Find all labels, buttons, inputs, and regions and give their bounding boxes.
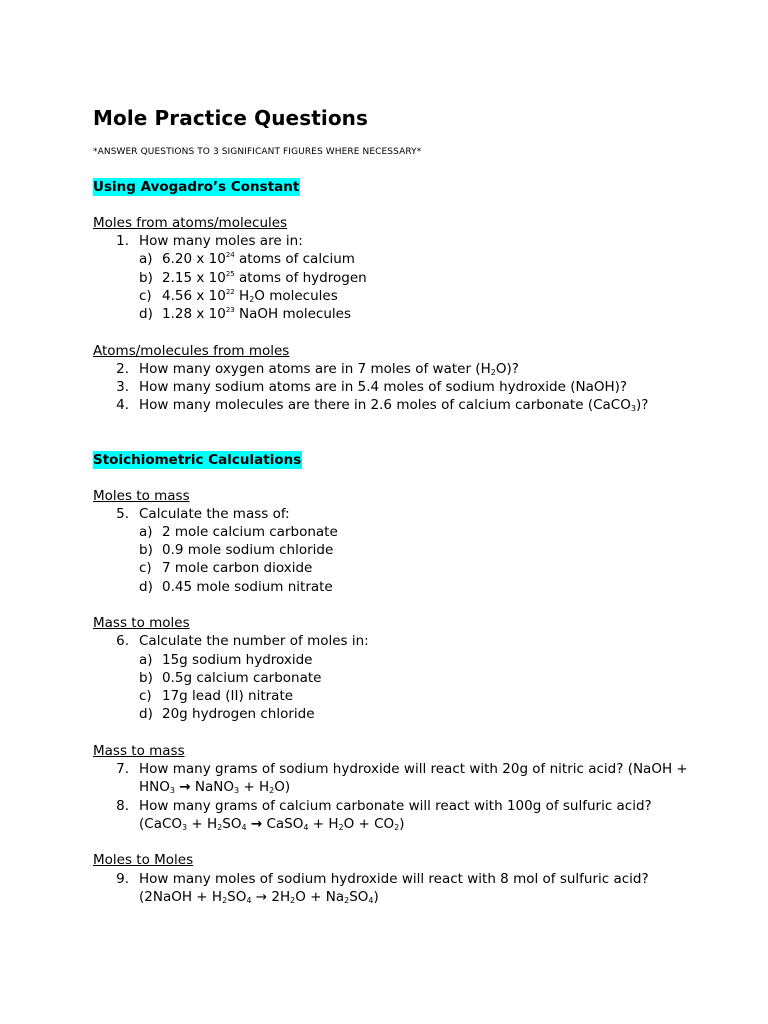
question-number: 3. <box>116 379 129 396</box>
sub-letter: a) <box>139 523 153 540</box>
sub-letter: b) <box>139 669 153 686</box>
question-6c: c) 17g lead (II) nitrate <box>139 688 294 705</box>
question-5d: d) 0.45 mole sodium nitrate <box>139 578 333 595</box>
question-number: 1. <box>116 233 129 250</box>
question-1b: b) 2.15 x $10^{25}$ atoms of hydrogen <box>139 269 367 286</box>
section-heading-avogadro: Using Avogadro’s Constant <box>93 179 300 195</box>
question-number: 7. <box>116 761 129 778</box>
arrow-icon: → <box>250 815 263 832</box>
question-6 <box>93 632 693 650</box>
document-page <box>93 104 693 906</box>
question-5a: a) 2 mole calcium carbonate <box>139 523 338 540</box>
subheading-mass-to-moles: Mass to moles <box>93 615 190 632</box>
question-2: 2. How many oxygen atoms are in 7 moles of water $(H_2O)$? <box>93 360 693 378</box>
sub-letter: d) <box>139 706 153 723</box>
sub-letter: a) <box>139 651 153 668</box>
question-text: How many moles are in: <box>139 233 303 250</box>
subheading-atoms-from-moles: Atoms/molecules from moles <box>93 342 290 359</box>
question-6b: b) 0.5g calcium carbonate <box>139 669 322 686</box>
sub-letter: b) <box>139 269 153 286</box>
subheading-moles-from-atoms: Moles from atoms/molecules <box>93 215 288 231</box>
question-8: 8. How many grams of calcium carbonate will react with 100g of sulfuric acid? (CaCO$_3$ + $H_2SO_4$ → CaSO$_4$ + $H_2O + CO_2$) <box>93 797 693 833</box>
question-5 <box>93 505 693 523</box>
subheading-mass-to-mass: Mass to mass <box>93 742 185 759</box>
question-1c: c) 4.56 x $10^{22}$ $H_2O$ molecules <box>139 287 338 304</box>
sub-letter: c) <box>139 287 152 304</box>
sub-letter: d) <box>139 578 153 595</box>
question-5b: b) 0.9 mole sodium chloride <box>139 542 334 559</box>
question-7: 7. How many grams of sodium hydroxide will react with 20g of nitric acid? (NaOH + $HNO_3$ → NaNO$_3$ + $H_2O$) <box>93 760 693 796</box>
arrow-icon: → <box>179 779 191 796</box>
question-text: How many sodium atoms are in 5.4 moles of sodium hydroxide (NaOH)? <box>139 379 628 396</box>
sub-letter: b) <box>139 542 153 559</box>
question-number: 5. <box>116 505 129 522</box>
question-text: Calculate the number of moles in: <box>139 633 369 650</box>
question-9: 9. How many moles of sodium hydroxide will react with 8 mol of sulfuric acid? (2NaOH + $H_2SO_4 \to 2H_2O + Na_2SO_4$) <box>93 870 693 906</box>
question-number: 6. <box>116 633 129 650</box>
question-5c: c) 7 mole carbon dioxide <box>139 560 313 577</box>
question-6a: a) 15g sodium hydroxide <box>139 651 313 668</box>
question-number: 2. <box>116 360 129 377</box>
arrow-icon: → <box>255 888 268 905</box>
section-heading-stoichiometric: Stoichiometric Calculations <box>93 451 302 468</box>
subheading-moles-to-mass: Moles to mass <box>93 487 190 504</box>
question-text: Calculate the mass of: <box>139 505 290 522</box>
question-1 <box>93 232 693 250</box>
page-title: Mole Practice Questions <box>93 106 369 130</box>
question-number: 4. <box>116 397 129 414</box>
question-number: 8. <box>116 797 129 814</box>
sub-letter: c) <box>139 688 152 705</box>
question-4: 4. How many molecules are there in 2.6 moles of calcium carbonate (CaCO$_3$)? <box>93 396 693 414</box>
subheading-moles-to-moles: Moles to Moles <box>93 852 194 869</box>
sub-letter: a) <box>139 251 153 268</box>
question-number: 9. <box>116 870 129 887</box>
instruction-note: *ANSWER QUESTIONS TO 3 SIGNIFICANT FIGURES WHERE NECESSARY* <box>93 147 422 157</box>
question-1d: d) 1.28 x $10^{23}$ NaOH molecules <box>139 306 352 323</box>
question-6d: d) 20g hydrogen chloride <box>139 706 315 723</box>
question-3 <box>93 378 693 396</box>
sub-letter: d) <box>139 306 153 323</box>
sub-letter: c) <box>139 560 152 577</box>
question-1a: a) 6.20 x $10^{24}$ atoms of calcium <box>139 251 355 268</box>
